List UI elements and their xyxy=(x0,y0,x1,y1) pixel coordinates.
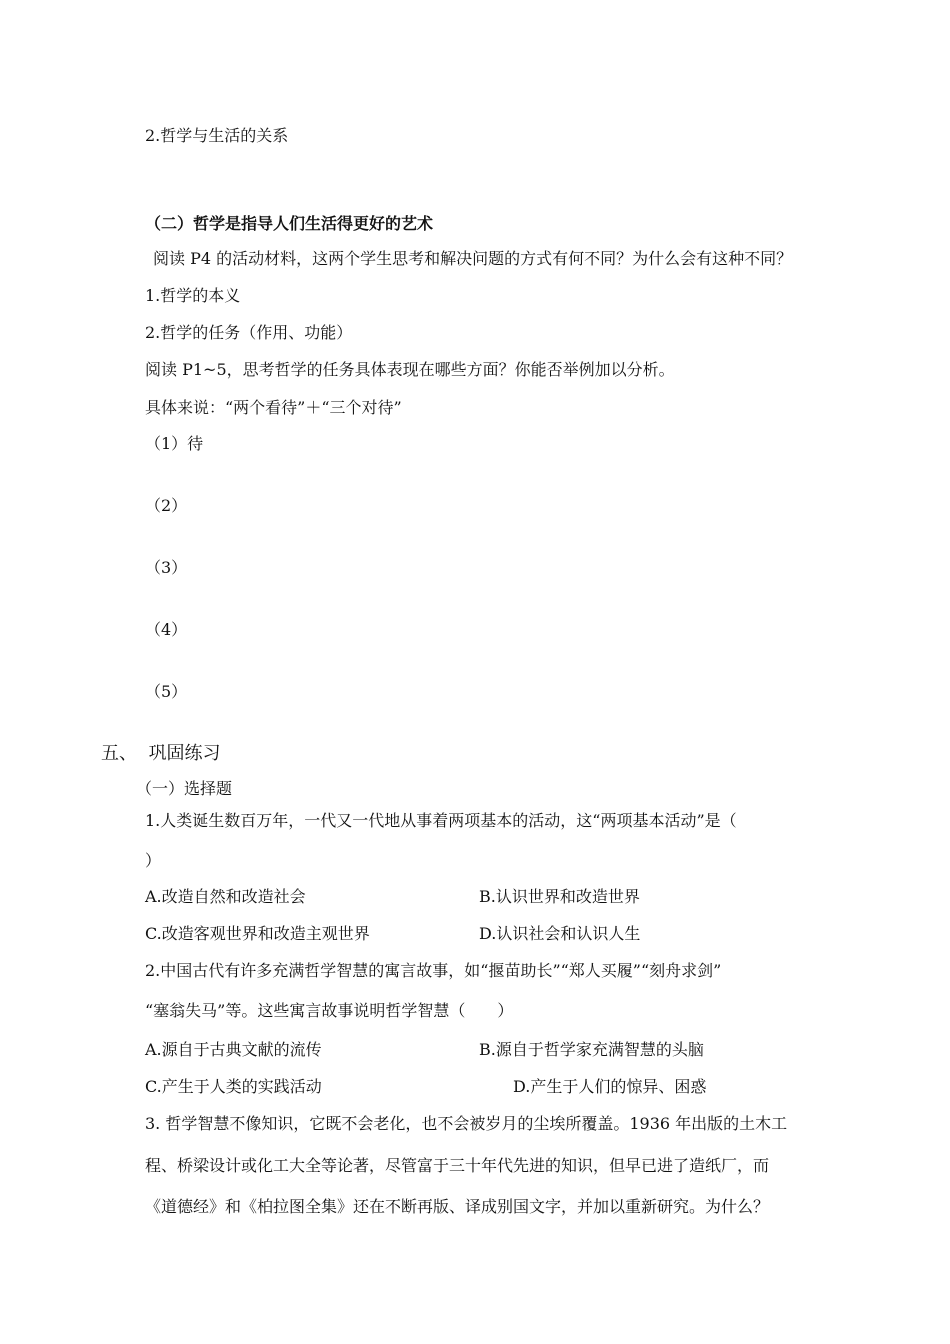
question-3-line-2: 程、桥梁设计或化工大全等论著，尽管富于三十年代先进的知识，但早已进了造纸厂，而 xyxy=(145,1156,770,1175)
question-1-option-c: C.改造客观世界和改造主观世界 xyxy=(145,924,370,943)
choice-heading: （一）选择题 xyxy=(136,779,233,798)
question-2-option-d: D.产生于人们的惊异、困惑 xyxy=(513,1077,707,1096)
blank-item-5: （5） xyxy=(145,682,188,701)
specifically-line: 具体来说：“两个看待”＋“三个对待” xyxy=(145,398,402,417)
section-phil-life-relation: 2.哲学与生活的关系 xyxy=(145,126,289,145)
part-five-heading: 五、 巩固练习 xyxy=(101,743,221,764)
item-task: 2.哲学的任务（作用、功能） xyxy=(145,323,353,342)
item-meaning: 1.哲学的本义 xyxy=(145,286,241,305)
question-2-line-2: “塞翁失马”等。这些寓言故事说明哲学智慧（ ） xyxy=(145,1001,514,1020)
question-2-option-b: B.源自于哲学家充满智慧的头脑 xyxy=(479,1040,704,1059)
question-2-line-1: 2.中国古代有许多充满哲学智慧的寓言故事，如“揠苗助长”“郑人买履”“刻舟求剑” xyxy=(145,961,722,980)
question-2-option-c: C.产生于人类的实践活动 xyxy=(145,1077,322,1096)
question-3-line-1: 3. 哲学智慧不像知识，它既不会老化，也不会被岁月的尘埃所覆盖。1936 年出版的土木工 xyxy=(145,1114,788,1133)
question-3-line-3: 《道德经》和《柏拉图全集》还在不断再版、译成别国文字，并加以重新研究。为什么？ xyxy=(145,1197,770,1216)
section-two-heading: （二）哲学是指导人们生活得更好的艺术 xyxy=(145,214,434,233)
blank-item-4: （4） xyxy=(145,620,188,639)
question-1-option-d: D.认识社会和认识人生 xyxy=(479,924,641,943)
question-2-option-a: A.源自于古典文献的流传 xyxy=(145,1040,322,1059)
question-1-line-2: ） xyxy=(145,851,162,870)
blank-item-1: （1）待 xyxy=(145,434,204,453)
question-1-option-a: A.改造自然和改造社会 xyxy=(145,887,306,906)
blank-item-2: （2） xyxy=(145,496,188,515)
question-1-line-1: 1.人类诞生数百万年，一代又一代地从事着两项基本的活动，这“两项基本活动”是（ xyxy=(145,811,737,830)
blank-item-3: （3） xyxy=(145,558,188,577)
question-1-option-b: B.认识世界和改造世界 xyxy=(479,887,640,906)
reading-p4-prompt: 阅读 P4 的活动材料，这两个学生思考和解决问题的方式有何不同？为什么会有这种不同？ xyxy=(153,249,793,268)
reading-p1-5-prompt: 阅读 P1~5，思考哲学的任务具体表现在哪些方面？你能否举例加以分析。 xyxy=(145,360,675,379)
